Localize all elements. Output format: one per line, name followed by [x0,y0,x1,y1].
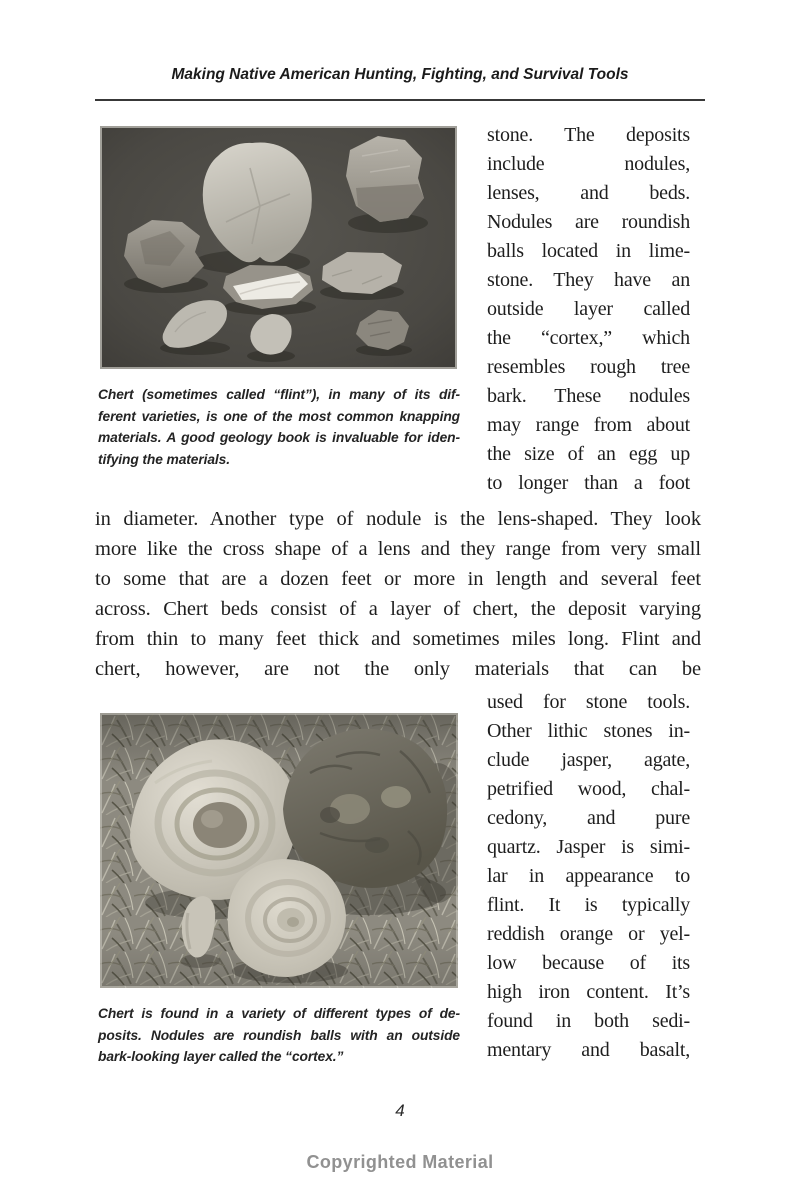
figure-1-caption: Chert (sometimes called “flint”), in many of its dif- ferent varieties, is one of the most common knapping materials. A good geology book is invaluable for iden- tifying the materials. [98,387,460,467]
header-rule [95,99,705,101]
figure-2-illustration [100,713,458,988]
figure-2-caption: Chert is found in a variety of different types of de- posits. Nodules are roundish balls with an outside bark-looking layer called the “cortex.” [98,1006,460,1064]
copyright-notice: Copyrighted Material [306,1152,494,1172]
column-1-text: stone. The deposits include nodules, lenses, and beds. Nodules are roundish balls located in lime- stone. They have an outside layer called the “cortex,” which resembles rough tree bark. These nodules may range from about the size of an egg up to longer than a foot [487,124,690,494]
figure-1-illustration [100,126,457,369]
page-number: 4 [395,1101,405,1120]
column-2-text: used for stone tools. Other lithic stones in- clude jasper, agate, petrified wood, chal- cedony, and pure quartz. Jasper is simi- lar in appearance to flint. It is typically reddish orange or yel- low because of its high iron content. It’s found in both sedi- mentary and basalt, [487,691,690,1061]
running-head: Making Native American Hunting, Fighting, and Survival Tools [171,66,629,83]
figure-1-photo [100,126,457,369]
main-paragraph: in diameter. Another type of nodule is the lens-shaped. They look more like the cross shape of a lens and they range from very small to some that are a dozen feet or more in length and several feet across. Chert beds consist of a layer of chert, the deposit varying from thin to many feet thick and sometimes miles long. Flint and chert, however, are not the only materials that can be [95,508,701,680]
figure-2-photo [100,713,458,988]
